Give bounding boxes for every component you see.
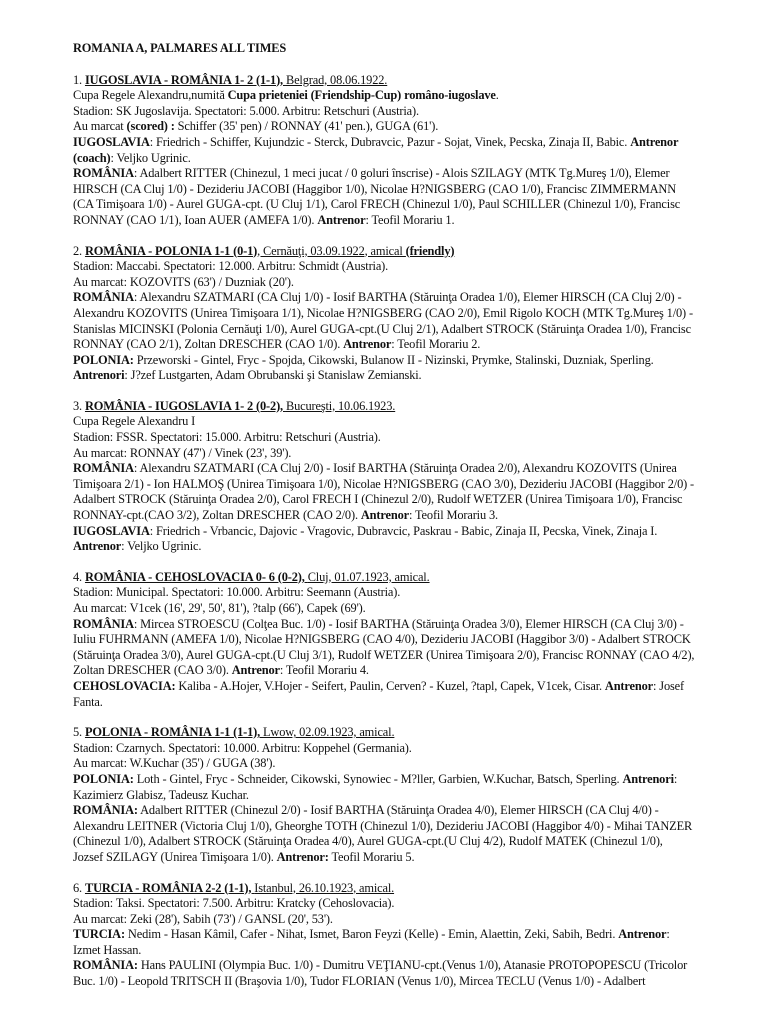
text-segment: Stadion: Taksi. Spectatori: 7.500. Arbitru: Kratcky (Cehoslovacia).	[73, 896, 395, 911]
bold-label: IUGOSLAVIA	[73, 134, 150, 149]
bold-label: Antrenor	[317, 212, 366, 227]
match-detail-line	[73, 803, 722, 819]
text-segment: : Josef	[653, 678, 684, 693]
text-segment: :	[666, 927, 670, 942]
bold-label: Antrenori	[73, 368, 125, 383]
match-heading	[73, 73, 722, 89]
text-segment: : Alexandru SZATMARI (CA Cluj 1/0) - Iosif BARTHA (Stăruinţa Oradea 1/0), Elemer HIRSCH (CA Cluj 2/0) -	[133, 290, 682, 305]
text-segment: Stanislas MICINSKI (Polonia Cernăuţi 1/0), Aurel GUGA-cpt.(U Cluj 2/1), Adalbert STROCK (Stăruinţa Oradea 1/0), Francisc	[73, 321, 691, 336]
heading-segment: Bucureşti, 10.06.1923.	[285, 398, 396, 413]
text-segment: : Teofil Morariu 2.	[391, 337, 481, 352]
heading-segment: ROMÂNIA - POLONIA 1-1 (0-1)	[84, 243, 258, 258]
match-detail-line	[73, 197, 722, 213]
text-segment: Fanta.	[73, 694, 103, 709]
text-segment: : Alexandru SZATMARI (CA Cluj 2/0) - Iosif BARTHA (Stăruinţa Oradea 2/0), Alexandru KOZOVITS (Unirea	[133, 461, 677, 476]
bold-label: Antrenor:	[276, 849, 329, 864]
bold-label: ROMÂNIA:	[73, 958, 138, 973]
heading-segment: Lwow, 02.09.1923, amical.	[263, 725, 395, 740]
document-title: ROMANIA A, PALMARES ALL TIMES	[73, 41, 287, 55]
heading-segment: 4.	[73, 569, 85, 584]
bold-label: Antrenor	[604, 678, 654, 693]
match-entry	[73, 73, 722, 229]
text-segment: Au marcat: KOZOVITS (63') / Duzniak (20').	[73, 274, 294, 289]
bold-label: ROMÂNIA	[73, 461, 134, 476]
match-detail-line	[73, 275, 722, 291]
match-entry	[73, 570, 722, 710]
match-detail-line	[73, 119, 722, 135]
heading-segment: TURCIA - ROMÂNIA 2-2 (1-1),	[84, 880, 255, 895]
text-segment: Stadion: SK Jugoslavija. Spectatori: 5.000. Arbitru: Retschuri (Austria).	[73, 103, 419, 118]
match-detail-line	[73, 182, 722, 198]
text-segment: (Stăruinţa Oradea 3/0), Aurel GUGA-cpt.(U Cluj 3/1), Rudolf WETZER (Unirea Timişoara 2/0), Francisc RONNAY (CAO 4/2),	[73, 647, 695, 662]
match-entry	[73, 725, 722, 865]
heading-segment: ROMÂNIA - CEHOSLOVACIA 0- 6 (0-2),	[84, 569, 308, 584]
match-detail-line	[73, 943, 722, 959]
match-list	[73, 73, 722, 990]
text-segment: Au marcat	[73, 119, 127, 134]
match-detail-line	[73, 585, 722, 601]
match-detail-line	[73, 430, 722, 446]
match-detail-line	[73, 850, 722, 866]
match-heading	[73, 399, 722, 415]
bold-label: POLONIA:	[73, 352, 134, 367]
match-detail-line	[73, 756, 722, 772]
bold-label: Antrenori	[622, 771, 674, 786]
match-detail-line	[73, 492, 722, 508]
bold-label: Cupa prieteniei (Friendship-Cup) româno-iugoslave	[227, 88, 496, 103]
match-detail-line	[73, 290, 722, 306]
match-detail-line	[73, 601, 722, 617]
text-segment: : Adalbert RITTER (Chinezul, 1 meci jucat / 0 goluri înscrise) - Alois SZILAGY (MTK Tg.Mureş 1/0), Elemer	[133, 166, 670, 181]
bold-label: Antrenor	[618, 927, 667, 942]
bold-label: CEHOSLOVACIA:	[73, 678, 176, 693]
match-heading	[73, 570, 722, 586]
heading-segment: 1.	[73, 72, 85, 87]
text-segment: :	[673, 771, 678, 786]
text-segment: Stadion: Municipal. Spectatori: 10.000. Arbitru: Seemann (Austria).	[73, 585, 401, 600]
match-detail-line	[73, 353, 722, 369]
text-segment: Nedim - Hasan Kâmil, Cafer - Nihat, Ismet, Baron Feyzi (Kelle) - Emin, Alaettin, Zeki, Sabih, Bedri.	[124, 927, 619, 942]
match-detail-line	[73, 259, 722, 275]
match-detail-line	[73, 896, 722, 912]
text-segment: (CA Timişoara 1/0) - Aurel GUGA-cpt. (U Cluj 1/1), Carol FRECH (Chinezul 1/0), Paul SCHILLER (Chinezul 1/0), Francisc	[73, 197, 681, 212]
text-segment: Adalbert RITTER (Chinezul 2/0) - Iosif BARTHA (Stăruinţa Oradea 4/0), Elemer HIRSCH (CA Cluj 4/0) -	[137, 803, 659, 818]
bold-label: ROMÂNIA	[73, 166, 134, 181]
match-detail-line	[73, 912, 722, 928]
text-segment: Au marcat: V1cek (16', 29', 50', 81'), ?talp (66'), Capek (69').	[73, 601, 366, 615]
match-detail-line	[73, 477, 722, 493]
text-segment: : Friedrich - Schiffer, Kujundzic - Sterck, Dubravcic, Pazur - Sojat, Vinek, Pecska, Zinaja II, Babic.	[149, 134, 631, 149]
text-segment: Zoltan DRESCHER (CAO 3/0).	[73, 663, 232, 678]
text-segment: : Mircea STROESCU (Colţea Buc. 1/0) - Iosif BARTHA (Stăruinţa Oradea 3/0), Elemer HIRSCH (CA Cluj 3/0) -	[133, 616, 684, 631]
text-segment: RONNAY (CAO 1/1), Ioan AUER (AMEFA 1/0).	[73, 212, 318, 227]
match-heading	[73, 881, 722, 897]
match-detail-line	[73, 524, 722, 540]
text-segment: Stadion: FSSR. Spectatori: 15.000. Arbitru: Retschuri (Austria).	[73, 430, 381, 445]
text-segment: Stadion: Maccabi. Spectatori: 12.000. Arbitru: Schmidt (Austria).	[73, 259, 389, 274]
bold-label: TURCIA:	[73, 927, 125, 942]
bold-label: Antrenor	[231, 663, 280, 678]
text-segment: : J?zef Lustgarten, Adam Obrubanski şi Stanislaw Zemianski.	[124, 368, 422, 383]
match-detail-line	[73, 695, 722, 711]
text-segment: Cupa Regele Alexandru,numită	[73, 88, 228, 103]
heading-segment: Cluj, 01.07.1923, amical.	[307, 569, 430, 584]
text-segment: Jozsef SZILAGY (Unirea Timişoara 1/0).	[73, 849, 277, 864]
text-segment: Przeworski - Gintel, Fryc - Spojda, Cikowski, Bulanow II - Nizinski, Prymke, Stalinski, Duzniak, Sperling.	[133, 352, 654, 367]
text-segment: Loth - Gintel, Fryc - Schneider, Cikowski, Synowiec - M?ller, Garbien, W.Kuchar, Batsch, Sperling.	[133, 771, 623, 786]
match-detail-line	[73, 927, 722, 943]
text-segment: : Friedrich - Vrbancic, Dajovic - Vragovic, Dubravcic, Paskrau - Babic, Zinaja II, Pecska, Vinek, Zinaja I.	[149, 523, 658, 538]
heading-segment: POLONIA - ROMÂNIA 1-1 (1-1),	[84, 725, 264, 740]
match-detail-line	[73, 508, 722, 524]
match-detail-line	[73, 617, 722, 633]
match-detail-line	[73, 539, 722, 555]
bold-label: ROMÂNIA	[73, 616, 134, 631]
match-detail-line	[73, 834, 722, 850]
match-detail-line	[73, 213, 722, 229]
match-detail-line	[73, 663, 722, 679]
match-heading	[73, 725, 722, 741]
heading-segment: Istanbul, 26.10.1923, amical.	[254, 880, 395, 895]
bold-label: Antrenor	[630, 134, 679, 149]
match-detail-line	[73, 446, 722, 462]
text-segment: .	[495, 88, 499, 103]
text-segment: Teofil Morariu 5.	[328, 849, 415, 864]
text-segment: Hans PAULINI (Olympia Buc. 1/0) - Dumitru VEŢIANU-cpt.(Venus 1/0), Atanasie PROTOPOPESCU (Tricolor	[137, 958, 688, 973]
bold-label: Antrenor	[360, 508, 409, 523]
text-segment: Alexandru KOZOVITS (Unirea Timişoara 1/1), Nicolae H?NIGSBERG (CAO 2/0), Emil Rigolo KOCH (MTK Tg.Mureş 1/0) -	[73, 305, 693, 320]
text-segment: RONNAY (CAO 2/1), Zoltan DRESCHER (CAO 1/0).	[73, 337, 344, 352]
match-detail-line	[73, 632, 722, 648]
text-segment: : Teofil Morariu 4.	[279, 663, 369, 678]
match-detail-line	[73, 461, 722, 477]
match-detail-line	[73, 788, 722, 804]
match-entry	[73, 399, 722, 555]
heading-segment: (friendly)	[405, 243, 455, 258]
match-detail-line	[73, 414, 722, 430]
heading-segment: IUGOSLAVIA - ROMÂNIA 1- 2 (1-1),	[84, 72, 286, 87]
text-segment: Buc. 1/0) - Leopold TRITSCH II (Braşovia 1/0), Tudor FLORIAN (Venus 1/0), Mircea TECLU (Venus 1/0) - Adalbert	[73, 974, 646, 989]
text-segment: Cupa Regele Alexandru I	[73, 414, 196, 429]
text-segment: Au marcat: RONNAY (47') / Vinek (23', 39').	[73, 445, 292, 460]
bold-label: ROMÂNIA	[73, 290, 134, 305]
match-entry	[73, 244, 722, 384]
match-entry	[73, 881, 722, 990]
text-segment: Au marcat: W.Kuchar (35') / GUGA (38').	[73, 756, 276, 771]
text-segment: : Veljko Ugrinic.	[121, 539, 202, 554]
match-heading	[73, 244, 722, 260]
text-segment: : Teofil Morariu 3.	[408, 508, 498, 523]
text-segment: Kazimierz Glabisz, Tadeusz Kuchar.	[73, 787, 249, 802]
text-segment: Iuliu FUHRMANN (AMEFA 1/0), Nicolae H?NIGSBERG (CAO 4/0), Dezideriu JACOBI (Haggibor 3/0) - Adalbert STROCK	[73, 632, 691, 647]
bold-label: POLONIA:	[73, 771, 134, 786]
text-segment: Schiffer (35' pen) / RONNAY (41' pen.), GUGA (61').	[174, 119, 439, 134]
match-detail-line	[73, 88, 722, 104]
bold-label: Antrenor	[343, 337, 392, 352]
match-detail-line	[73, 322, 722, 338]
heading-segment: 2.	[73, 243, 85, 258]
match-detail-line	[73, 772, 722, 788]
text-segment: Au marcat: Zeki (28'), Sabih (73') / GANSL (20', 53').	[73, 911, 333, 926]
text-segment: Stadion: Czarnych. Spectatori: 10.000. Arbitru: Koppehel (Germania).	[73, 740, 412, 755]
match-detail-line	[73, 819, 722, 835]
match-detail-line	[73, 151, 722, 167]
match-detail-line	[73, 974, 722, 990]
text-segment: Alexandru LEITNER (Victoria Cluj 1/0), Gheorghe TOTH (Chinezul 1/0), Dezideriu JACOBI (Haggibor 4/0) - Mihai TANZER	[73, 818, 693, 833]
match-detail-line	[73, 104, 722, 120]
text-segment: : Veljko Ugrinic.	[110, 150, 191, 165]
text-segment: Timişoara 2/1) - Ion HALMOŞ (Unirea Timişoara 1/0), Nicolae H?NIGSBERG (CAO 3/0), Dezideriu JACOBI (Haggibor 2/0) -	[73, 476, 695, 491]
match-detail-line	[73, 741, 722, 757]
text-segment: RONNAY-cpt.(CAO 3/2), Zoltan DRESCHER (CAO 2/0).	[73, 508, 361, 523]
heading-segment: 3.	[73, 398, 85, 413]
match-detail-line	[73, 958, 722, 974]
heading-segment: , Cernăuţi, 03.09.1922, amical	[257, 243, 406, 258]
heading-segment: ROMÂNIA - IUGOSLAVIA 1- 2 (0-2),	[84, 398, 286, 413]
match-detail-line	[73, 679, 722, 695]
bold-label: (coach)	[73, 150, 111, 165]
text-segment: Adalbert STROCK (Stăruinţa Oradea 2/0), Carol FRECH I (Chinezul 2/0), Rudolf WETZER (Unirea Timişoara 1/0), Francisc	[73, 492, 683, 507]
match-detail-line	[73, 135, 722, 151]
bold-label: Antrenor	[73, 539, 122, 554]
text-segment: HIRSCH (CA Cluj 1/0) - Dezideriu JACOBI (Haggibor 1/0), Nicolae H?NIGSBERG (CAO 1/0), Francisc ZIMMERMANN	[73, 181, 677, 196]
match-detail-line	[73, 306, 722, 322]
bold-label: ROMÂNIA:	[73, 803, 138, 818]
bold-label: IUGOSLAVIA	[73, 523, 150, 538]
match-detail-line	[73, 166, 722, 182]
text-segment: (Chinezul 1/0), Adalbert STROCK (Stăruinţa Oradea 4/0), Aurel GUGA-cpt.(U Cluj 4/2), Rudolf MATEK (Chinezul 1/0),	[73, 834, 663, 849]
heading-segment: 5.	[73, 725, 85, 740]
match-detail-line	[73, 368, 722, 384]
text-segment: : Teofil Morariu 1.	[365, 212, 455, 227]
bold-label: (scored) :	[126, 119, 175, 134]
text-segment: Kaliba - A.Hojer, V.Hojer - Seifert, Paulin, Cerven? - Kuzel, ?tapl, Capek, V1cek, Cisar.	[175, 678, 605, 693]
match-detail-line	[73, 337, 722, 353]
text-segment: Izmet Hassan.	[73, 942, 142, 957]
match-detail-line	[73, 648, 722, 664]
heading-segment: Belgrad, 08.06.1922.	[285, 72, 388, 87]
heading-segment: 6.	[73, 880, 85, 895]
